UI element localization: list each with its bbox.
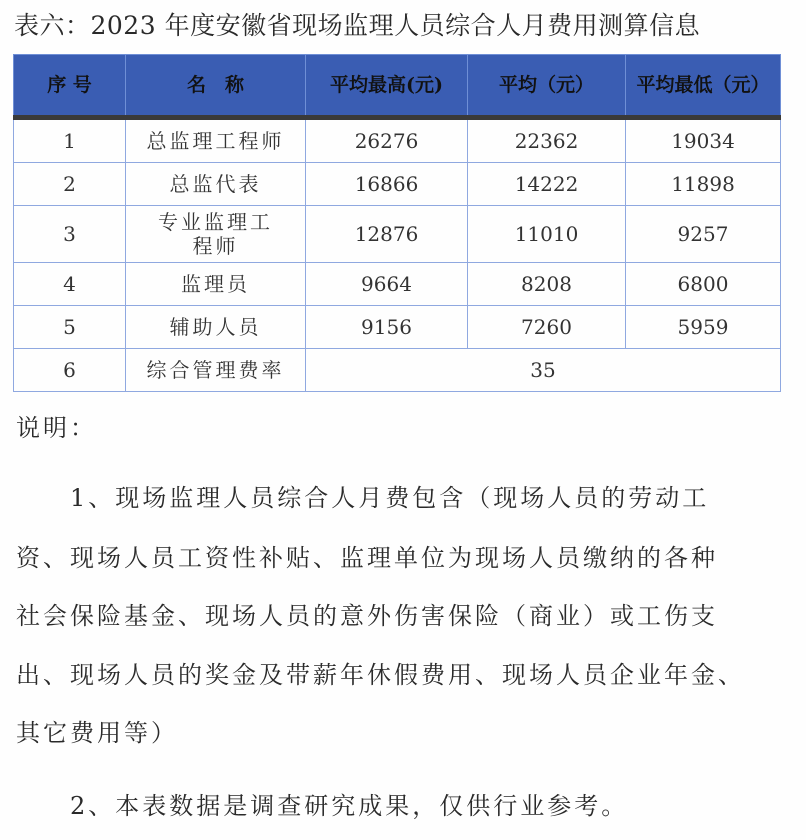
- note-line: 其它费用等）: [16, 719, 178, 747]
- note-line: 1、现场监理人员综合人月费包含（现场人员的劳动工: [16, 484, 710, 512]
- cell-max: 12876: [306, 206, 468, 263]
- header-min: 平均最低（元）: [626, 55, 781, 118]
- note-line: 2、本表数据是调查研究成果，仅供行业参考。: [16, 792, 629, 820]
- cell-min: 5959: [626, 306, 781, 349]
- cell-no: 2: [14, 163, 126, 206]
- cell-max: 9156: [306, 306, 468, 349]
- cell-min: 11898: [626, 163, 781, 206]
- header-row: [14, 55, 781, 118]
- header-no: 序 号: [14, 55, 126, 118]
- cell-no: 5: [14, 306, 126, 349]
- cell-name: 综合管理费率: [126, 349, 306, 392]
- cell-name: 辅助人员: [126, 306, 306, 349]
- cell-name: 专业监理工程师: [126, 206, 306, 263]
- cell-no: 1: [14, 118, 126, 163]
- cell-avg: 11010: [468, 206, 626, 263]
- header-max: 平均最高(元): [306, 55, 468, 118]
- fee-table: [13, 54, 781, 392]
- table-row: [14, 206, 781, 263]
- table-title: 表六：2023 年度安徽省现场监理人员综合人月费用测算信息: [14, 11, 701, 40]
- cell-name: 监理员: [126, 263, 306, 306]
- note-line: 资、现场人员工资性补贴、监理单位为现场人员缴纳的各种: [16, 544, 718, 572]
- cell-rate-value: 35: [306, 349, 781, 392]
- cell-min: 19034: [626, 118, 781, 163]
- summary-row: [14, 349, 781, 392]
- cell-no: 6: [14, 349, 126, 392]
- table-row: [14, 163, 781, 206]
- cell-max: 16866: [306, 163, 468, 206]
- header-name: 名 称: [126, 55, 306, 118]
- cell-max: 26276: [306, 118, 468, 163]
- cell-avg: 7260: [468, 306, 626, 349]
- cell-no: 4: [14, 263, 126, 306]
- header-avg: 平均（元）: [468, 55, 626, 118]
- cell-name: 总监代表: [126, 163, 306, 206]
- cell-avg: 22362: [468, 118, 626, 163]
- cell-name: 总监理工程师: [126, 118, 306, 163]
- note-line: 出、现场人员的奖金及带薪年休假费用、现场人员企业年金、: [16, 661, 745, 689]
- cell-avg: 14222: [468, 163, 626, 206]
- table-row: [14, 263, 781, 306]
- cell-no: 3: [14, 206, 126, 263]
- cell-max: 9664: [306, 263, 468, 306]
- cell-min: 9257: [626, 206, 781, 263]
- note-line: 社会保险基金、现场人员的意外伤害保险（商业）或工伤支: [16, 602, 718, 630]
- cell-min: 6800: [626, 263, 781, 306]
- table-row: [14, 118, 781, 163]
- notes-heading: 说明：: [16, 414, 97, 442]
- table-row: [14, 306, 781, 349]
- cell-avg: 8208: [468, 263, 626, 306]
